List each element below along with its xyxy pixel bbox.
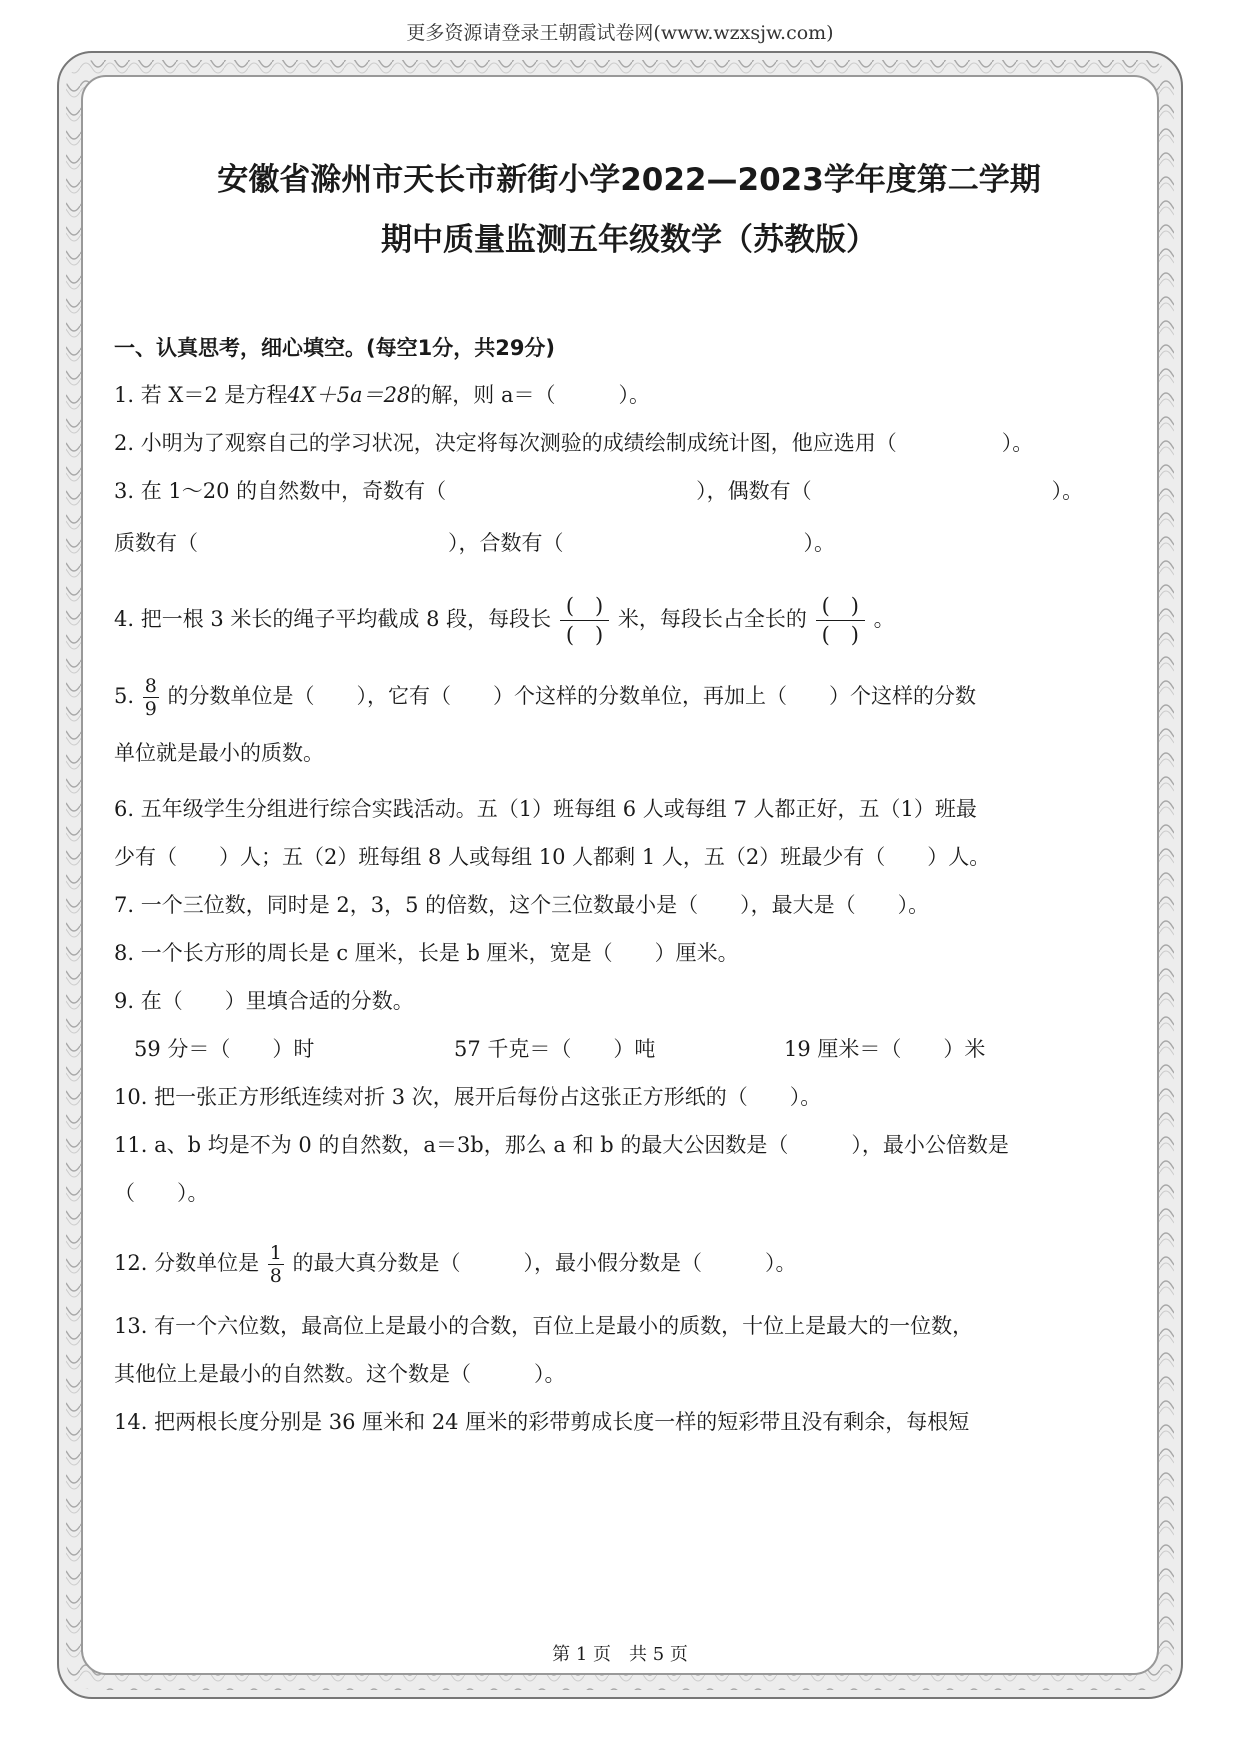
fraction-blank[interactable]: $\frac{( )}{( )}$ [816,592,865,649]
question-1: 1. 若 X＝2 是方程4X＋5a＝28的解，则 a＝（ ）。 [114,383,650,407]
page-footer: 第 1 页 共 5 页 [552,1644,688,1665]
question-6-cont: 少有（ ）人；五（2）班每组 8 人或每组 10 人都剩 1 人，五（2）班最少有（ ）人。 [114,845,991,869]
fraction-blank[interactable]: $\frac{( )}{( )}$ [560,592,609,649]
question-11-cont: （ ）。 [114,1181,209,1205]
question-2: 2. 小明为了观察自己的学习状况，决定将每次测验的成绩绘制成统计图，他应选用（ ）。 [114,431,1034,455]
question-9-items [114,1034,1144,1064]
question-5-cont: 单位就是最小的质数。 [114,741,324,765]
question-13-cont: 其他位上是最小的自然数。这个数是（ ）。 [114,1362,566,1386]
question-9: 9. 在（ ）里填合适的分数。 [114,989,414,1013]
exam-page-content [114,150,1144,1437]
exam-title-line1: 安徽省滁州市天长市新街小学2022—2023学年度第二学期 [217,162,1041,198]
fraction-1-8: $\frac{1}{8}$ [269,1242,282,1287]
q9-item-3: 19 厘米＝（ ）米 [784,1037,986,1061]
question-7: 7. 一个三位数，同时是 2，3，5 的倍数，这个三位数最小是（ ），最大是（ ）。 [114,893,930,917]
question-3: 3. 在 1～20 的自然数中，奇数有（ ），偶数有（ ）。 [114,479,1084,503]
q9-item-1: 59 分＝（ ）时 [134,1037,315,1061]
exam-title-line2: 期中质量监测五年级数学（苏教版） [381,222,877,258]
question-6: 6. 五年级学生分组进行综合实践活动。五（1）班每组 6 人或每组 7 人都正好，五（1）班最 [114,797,977,821]
question-10: 10. 把一张正方形纸连续对折 3 次，展开后每份占这张正方形纸的（ ）。 [114,1085,822,1109]
question-14: 14. 把两根长度分别是 36 厘米和 24 厘米的彩带剪成长度一样的短彩带且没有剩余，每根短 [114,1410,970,1434]
question-11: 11. a、b 均是不为 0 的自然数，a＝3b，那么 a 和 b 的最大公因数是（ ），最小公倍数是 [114,1133,1009,1157]
question-4: 4. 把一根 3 米长的绳子平均截成 8 段，每段长 $\frac{( )}{( )}$ 米，每段长占全长的 $\frac{( )}{( )}$ 。 [114,594,895,647]
question-5: 5. $\frac{8}{9}$ 的分数单位是（ ），它有（ ）个这样的分数单位，再加上（ ）个这样的分数 [114,675,977,720]
question-13: 13. 有一个六位数，最高位上是最小的合数，百位上是最小的质数，十位上是最大的一位数， [114,1314,974,1338]
question-3-cont: 质数有（ ），合数有（ ）。 [114,531,835,555]
section1-heading: 一、认真思考，细心填空。(每空1分，共29分) [114,336,556,360]
q9-item-2: 57 千克＝（ ）吨 [454,1037,656,1061]
fraction-8-9: $\frac{8}{9}$ [144,675,157,720]
header-note: 更多资源请登录王朝霞试卷网(www.wzxsjw.com) [406,22,834,44]
question-8: 8. 一个长方形的周长是 c 厘米，长是 b 厘米，宽是（ ）厘米。 [114,941,739,965]
question-12: 12. 分数单位是 $\frac{1}{8}$ 的最大真分数是（ ），最小假分数是（ ）。 [114,1242,797,1287]
